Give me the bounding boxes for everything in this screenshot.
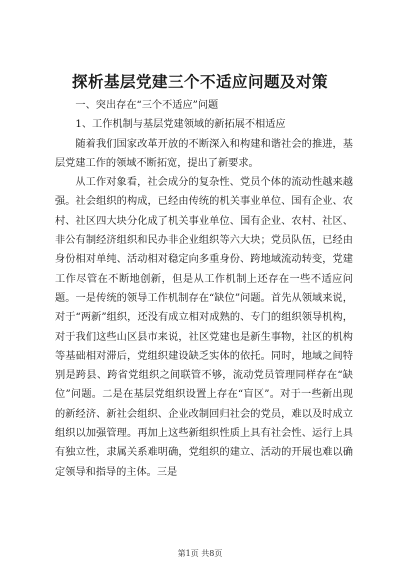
subsection-heading: 1、工作机制与基层党建领域的新拓展不相适应 — [75, 119, 286, 131]
body-paragraph: 随着我们国家改革开放的不断深入和构建和谐社会的推进，基层党建工作的领域不断拓宽，提出了新要求。 — [55, 138, 353, 169]
body-paragraph: 从工作对象看，社会成分的复杂性、党员个体的流动性越来越强。社会组织的构成，已经由传统的机关事业单位、国有企业、农村、社区四大块分化成了机关事业单位、国有企业、农村、社区、非公有制经济组织和民办非企业组织等六大块；党员队伍，已经由身份相对单纯、活动相对稳定向多重身份、跨地域流动转变，党建工作尽管在不断地创新，但是从工作机制上还存在一些不适应问题。一是传统的领导工作机制存在“缺位”问题。首先从领域来说，对于“两新”组织，还没有成立相对成熟的、专门的组织领导机构，对于我们这些山区县市来说，社区党建也是新生事物，社区的机构等基础相对滞后，党组织建设缺乏实体的依托。同时，地域之间特别是跨县、跨省党组织之间联管不够，流动党员管理同样存在“缺位”问题。二是在基层党组织设置上存在“盲区”。对于一些新出现的新经济、新社会组织、企业改制回归社会的党员，难以及时成立组织以加强管理。再加上这些新组织性质上具有社会性、运行上具有独立性，隶属关系难明确，党组织的建立、活动的开展也难以确定领导和指导的主体。三是 — [55, 177, 353, 478]
document-title: 探析基层党建三个不适应问题及对策 — [71, 72, 328, 91]
section-heading: 一、突出存在“三个不适应”问题 — [75, 100, 219, 111]
page-number-footer: 第1页 共8页 — [177, 549, 223, 558]
document-body — [55, 96, 353, 482]
